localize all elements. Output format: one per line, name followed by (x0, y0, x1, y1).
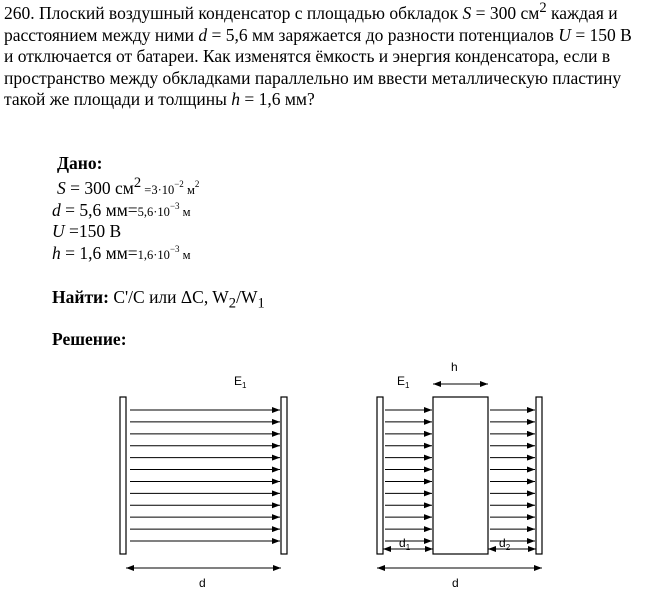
given-title: Дано: (57, 153, 103, 173)
left-plate (377, 397, 383, 554)
metal-plate (433, 397, 488, 554)
d1-label: $d_1$ (399, 536, 411, 552)
field-label: $E_1$ (234, 374, 247, 390)
left-plate (120, 397, 126, 554)
d2-label: $d_2$ (499, 536, 511, 552)
gap-label: d (199, 576, 206, 590)
solution-title: Решение: (52, 329, 127, 349)
problem-number: 260. (4, 3, 35, 23)
given-distance: d = 5,6 $мм=5,6\cdot 10^{-3}$ м (52, 200, 191, 220)
field-label: $E_1$ (397, 374, 410, 390)
capacitor-left (120, 374, 287, 590)
right-plate (536, 397, 542, 554)
field-lines (130, 410, 280, 541)
given-thickness: h = 1,6 $мм=1,6\cdot 10^{-3}$ м (52, 243, 191, 263)
given-area: S = 300 $см^2 =3\cdot 10^{-2}$ $м^2$ (57, 175, 200, 198)
gap-label: d (452, 576, 459, 590)
plate-thickness-label: h (451, 360, 458, 374)
given-voltage: U =150 В (52, 221, 122, 241)
find-line: Найти: C'/C или ΔC, $W_2/W_1$ (52, 287, 265, 312)
capacitor-right (377, 360, 542, 590)
right-plate (281, 397, 287, 554)
problem-statement: 260. Плоский воздушный конденсатор с площадью обкладок S = 300 $см^2$ каждая и расстоянием между ними d = 5,6 мм заряжается до разности потенциалов U = 150 В и отключается от батареи. Как изменятся ёмкость и энергия конденсатора, если в пространство между обкладками параллельно им ввести металлическую пластину такой же площади и толщины h = 1,6 мм? (4, 0, 632, 109)
